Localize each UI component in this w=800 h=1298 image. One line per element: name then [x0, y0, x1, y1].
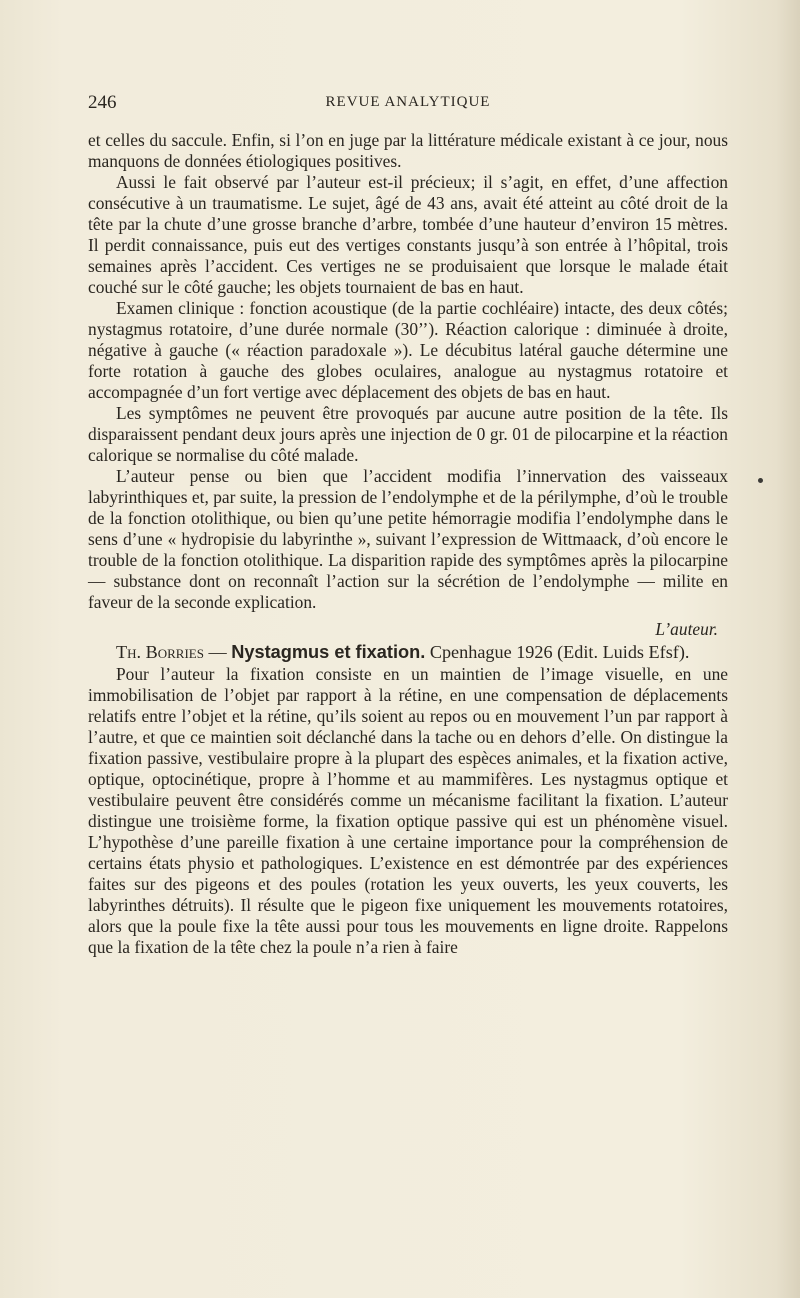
abstract-paragraph: Pour l’auteur la fixation consiste en un maintien de l’image visuelle, en une immobilisation de l’objet par rapport à la rétine, en une compensation de déplacements relatifs entre l’objet et la rétine, qu’ils soient au repos ou en mouvement l’un par rapport à l’autre, et que ce maintien soit déclanché dans la tache ou en dehors d’elle. On distingue la fixation passive, vestibulaire propre à la plupart des espèces animales, et la fixation active, optique, optocinétique, propre à l’homme et au mammifères. Les nystagmus optique et vestibulaire peuvent être considérés comme un mécanisme facilitant la fixation. L’auteur distingue une troisième forme, la fixation optique passive qui est un phénomène visuel. L’hypothèse d’une pareille fixation à une certaine importance pour la compréhension de certains états physio et pathologiques. L’existence en est démontrée par des expériences faites sur des pigeons et des poules (rotation les yeux ouverts, les yeux couverts, les labyrinthes détruits). Il résulte que le pigeon fixe uniquement les mouvements rotatoires, alors que la poule fixe la tête aussi pour tous les mouvements en ligne droite. Rappelons que la fixation de la tête chez la poule n’a rien à faire: [88, 664, 728, 957]
paragraph: L’auteur pense ou bien que l’accident modifia l’innervation des vaisseaux labyrinthiques et, par suite, la pression de l’endolymphe et de la périlymphe, d’où le trouble de la fonction otolithique, ou bien qu’une petite hémorragie modifia l’endolymphe dans le sens d’une « hydropisie du labyrinthe », suivant l’expression de Wittmaack, d’où encore le trouble de la fonction otolithique. La disparition rapide des symptômes après la pilocarpine — substance dont on reconnaît l’action sur la sécrétion de l’endolymphe — milite en faveur de la seconde explication.: [88, 466, 728, 612]
article-body: [88, 130, 728, 958]
paragraph: et celles du saccule. Enfin, si l’on en juge par la littérature médicale existant à ce jour, nous manquons de données étiologiques positives.: [88, 130, 728, 171]
signature: L’auteur.: [655, 619, 718, 639]
reference-details: Cpenhague 1926 (Edit. Luids Efsf).: [429, 642, 690, 662]
paragraph: Aussi le fait observé par l’auteur est-il précieux; il s’agit, en effet, d’une affection consécutive à un traumatisme. Le sujet, âgé de 43 ans, avait été atteint au côté droit de la tête par la chute d’une grosse branche d’arbre, tombée d’une hauteur d’environ 15 mètres. Il perdit connaissance, puis eut des vertiges constants jusqu’à son entrée à l’hôpital, trois semaines après l’accident. Ces vertiges ne se produisaient que lorsque le malade était couché sur le côté gauche; les objets tournaient de bas en haut.: [88, 172, 728, 297]
reference-title: Nystagmus et fixation.: [231, 642, 426, 662]
running-title: REVUE ANALYTIQUE: [325, 94, 491, 110]
page-number: 246: [88, 92, 117, 113]
paragraph: Examen clinique : fonction acoustique (de la partie cochléaire) intacte, des deux côtés; nystagmus rotatoire, d’une durée normale (30’’). Réaction calorique : diminuée à droite, négative à gauche (« réaction paradoxale »). Le décubitus latéral gauche détermine une forte rotation à gauche des globes oculaires, analogue au nystagmus rotatoire et accompagnée d’un fort vertige avec déplacement des objets de bas en haut.: [88, 298, 728, 402]
margin-dot: [758, 478, 763, 483]
paragraph: Les symptômes ne peuvent être provoqués par aucune autre position de la tête. Ils disparaissent pendant deux jours après une injection de 0 gr. 01 de pilocarpine et la réaction calorique se normalise du côté malade.: [88, 403, 728, 465]
page-header: [88, 92, 728, 116]
reference-author: Th. Borries: [116, 642, 204, 662]
bibliographic-reference: [88, 640, 728, 664]
reference-dash: —: [208, 642, 227, 662]
